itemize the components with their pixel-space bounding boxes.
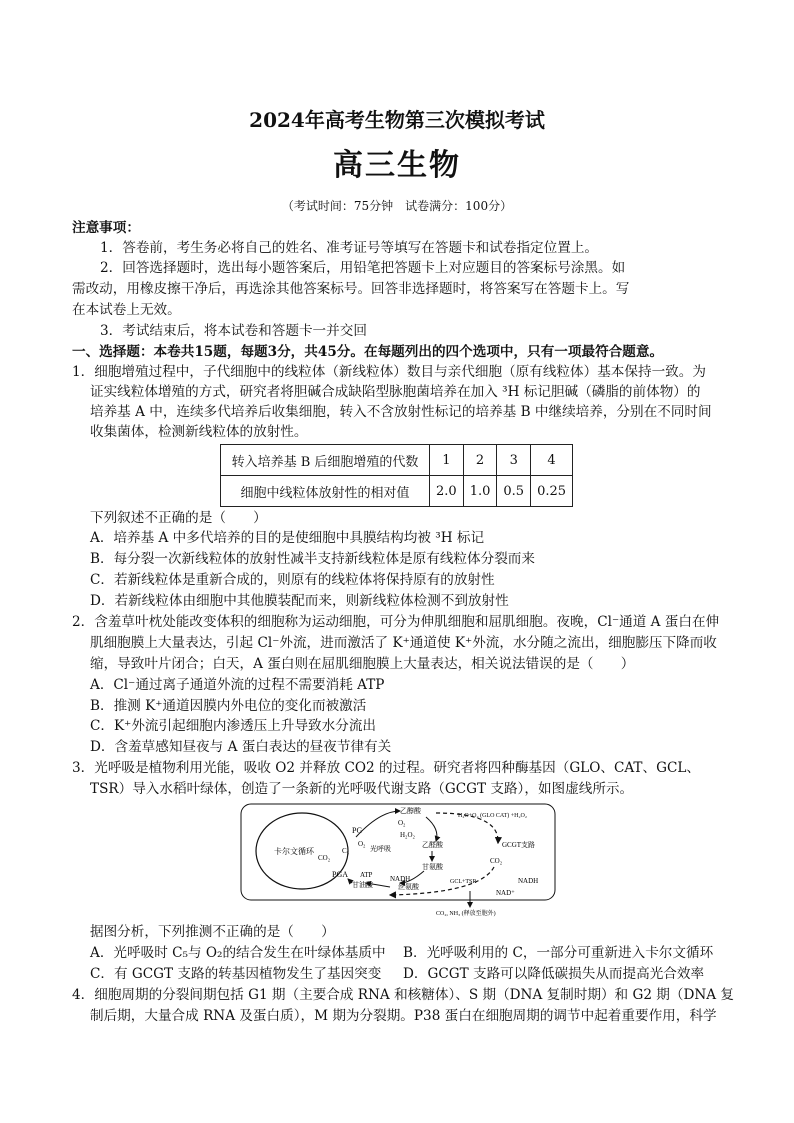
table-cell: 4 <box>531 445 573 476</box>
glycolate-label: 乙醇酸 <box>400 807 421 815</box>
co2b-label: CO₂ <box>490 857 503 865</box>
q1-line: 1．细胞增殖过程中，子代细胞中的线粒体（新线粒体）数目与亲代细胞（原有线粒体）基本保持一致。为 <box>72 364 706 380</box>
notice-line: 需改动，用橡皮擦干净后，再选涂其他答案标号。回答非选择题时，将答案写在答题卡上。写 <box>72 281 630 297</box>
enzymes-label: H₂O+O₂ (GLO CAT) +H₂O₂ <box>458 813 527 819</box>
table-cell: 2 <box>463 445 497 476</box>
q3-option: A．光呼吸时 C₅与 O₂的结合发生在叶绿体基质中 <box>90 945 386 961</box>
notice-line: 在本试卷上无效。 <box>72 302 181 318</box>
o2b-label: O₂ <box>398 819 406 827</box>
q2-option: B．推测 K⁺通道因膜内外电位的变化而被激活 <box>90 698 367 714</box>
q2-line: 肌细胞膜上大量表达，引起 Cl⁻外流，进而激活了 K⁺通道使 K⁺外流，水分随之流出，细胞膨压下降而收 <box>90 635 717 651</box>
table-cell: 3 <box>497 445 531 476</box>
notice-line: 3．考试结束后，将本试卷和答题卡一并交回 <box>100 323 367 339</box>
c5-label: C₅ <box>342 847 350 855</box>
table-row <box>221 445 573 476</box>
q1-stem: 下列叙述不正确的是（ ） <box>90 510 267 526</box>
glyoxylate-label: 乙醛酸 <box>422 841 443 849</box>
q1-table <box>220 444 573 507</box>
q1-line: 培养基 A 中，连续多代培养后收集细胞，转入不含放射性标记的培养基 B 中继续培养，分别在不同时间 <box>90 404 712 420</box>
release-label: CO₂, NH₃ (释放至胞外) <box>436 911 496 917</box>
exam-subtitle: 高三生物 <box>333 148 461 183</box>
nad-label: NAD⁺ <box>496 889 515 897</box>
q1-line: 收集菌体，检测新线粒体的放射性。 <box>90 424 308 440</box>
calvin-label: 卡尔文循环 <box>274 847 314 856</box>
q2-option: C．K⁺外流引起细胞内渗透压上升导致水分流出 <box>90 718 377 734</box>
photoresp-label: 光呼吸 <box>370 845 391 853</box>
photorespiration-diagram <box>240 803 556 919</box>
q1-option: A．培养基 A 中多代培养的目的是使细胞中具膜结构均被 ³H 标记 <box>90 530 485 546</box>
branch-label: GCGT支路 <box>502 841 536 849</box>
q4-line: 制后期，大量合成 RNA 及蛋白质），M 期为分裂期。P38 蛋白在细胞周期的调节中起着重要作用，科学 <box>90 1008 717 1024</box>
pga-label: PGA <box>332 870 349 879</box>
table-cell: 1 <box>430 445 464 476</box>
q1-option: D．若新线粒体由细胞中其他膜装配而来，则新线粒体检测不到放射性 <box>90 593 509 609</box>
pg-label: PG <box>352 826 363 835</box>
table-cell: 0.5 <box>497 476 531 507</box>
table-cell: 2.0 <box>430 476 464 507</box>
q1-option: C．若新线粒体是重新合成的，则原有的线粒体将保持原有的放射性 <box>90 572 495 588</box>
arrow-pg-glycolate <box>356 811 400 837</box>
q3-option: D．GCGT 支路可以降低碳损失从而提高光合效率 <box>403 966 705 982</box>
table-cell: 0.25 <box>531 476 573 507</box>
exam-meta: （考试时间：75分钟 试卷满分：100分） <box>281 199 513 213</box>
q4-line: 4．细胞周期的分裂间期包括 G1 期（主要合成 RNA 和核糖体）、S 期（DNA 复制时期）和 G2 期（DNA 复 <box>72 987 735 1003</box>
arrow-glycolate-glyoxylate <box>426 817 437 841</box>
q1-line: 证实线粒体增殖的方式，研究者将胆碱合成缺陷型脉胞菌培养在加入 ³H 标记胆碱（磷脂的前体物）的 <box>90 384 701 400</box>
exam-title: 2024年高考生物第三次模拟考试 <box>249 108 545 132</box>
q2-option: D．含羞草感知昼夜与 A 蛋白表达的昼夜节律有关 <box>90 739 392 755</box>
q3-option: C．有 GCGT 支路的转基因植物发生了基因突变 <box>90 966 382 982</box>
gcl-tsr-label: GCL+TSR <box>450 879 477 885</box>
nadh-label: NADH <box>390 875 411 883</box>
q2-line: 2．含羞草叶枕处能改变体积的细胞称为运动细胞，可分为伸肌细胞和屈肌细胞。夜晚，Cl⁻通道 A 蛋白在伸 <box>72 614 720 630</box>
table-cell: 细胞中线粒体放射性的相对值 <box>221 476 430 507</box>
q3-option: B．光呼吸利用的 C，一部分可重新进入卡尔文循环 <box>403 945 714 961</box>
co2-in-label: CO₂ <box>318 854 331 862</box>
notice-heading: 注意事项： <box>72 220 140 236</box>
q3-line: 3．光呼吸是植物利用光能，吸收 O2 并释放 CO2 的过程。研究者将四种酶基因（GLO、CAT、GCL、 <box>72 760 700 776</box>
notice-line: 1．答卷前，考生务必将自己的姓名、准考证号等填写在答题卡和试卷指定位置上。 <box>100 240 599 256</box>
o2-label: O₂ <box>358 840 366 848</box>
glycerate-label: 甘油酸 <box>352 881 373 889</box>
atp-label: ATP <box>360 871 373 879</box>
glycine-label: 甘氨酸 <box>422 863 443 871</box>
q3-line: TSR）导入水稻叶绿体，创造了一条新的光呼吸代谢支路（GCGT 支路），如图虚线所示。 <box>90 781 634 797</box>
table-cell: 1.0 <box>463 476 497 507</box>
table-row <box>221 476 573 507</box>
section-heading: 一、选择题：本卷共15题，每题3分，共45分。在每题列出的四个选项中，只有一项最符合题意。 <box>72 344 664 360</box>
q2-option: A．Cl⁻通过离子通道外流的过程不需要消耗 ATP <box>90 677 385 693</box>
notice-line: 2．回答选择题时，选出每小题答案后，用铅笔把答题卡上对应题目的答案标号涂黑。如 <box>100 260 626 276</box>
q3-stem: 据图分析，下列推测不正确的是（ ） <box>90 924 335 940</box>
nadh2-label: NADH <box>518 877 539 885</box>
serine-label: 丝氨酸 <box>398 883 419 891</box>
table-cell: 转入培养基 B 后细胞增殖的代数 <box>221 445 430 476</box>
q1-option: B．每分裂一次新线粒体的放射性减半支持新线粒体是原有线粒体分裂而来 <box>90 551 535 567</box>
h2o2-label: H₂O₂ <box>400 831 415 839</box>
q2-line: 缩，导致叶片闭合；白天，A 蛋白则在屈肌细胞膜上大量表达，相关说法错误的是（ ） <box>90 656 635 672</box>
